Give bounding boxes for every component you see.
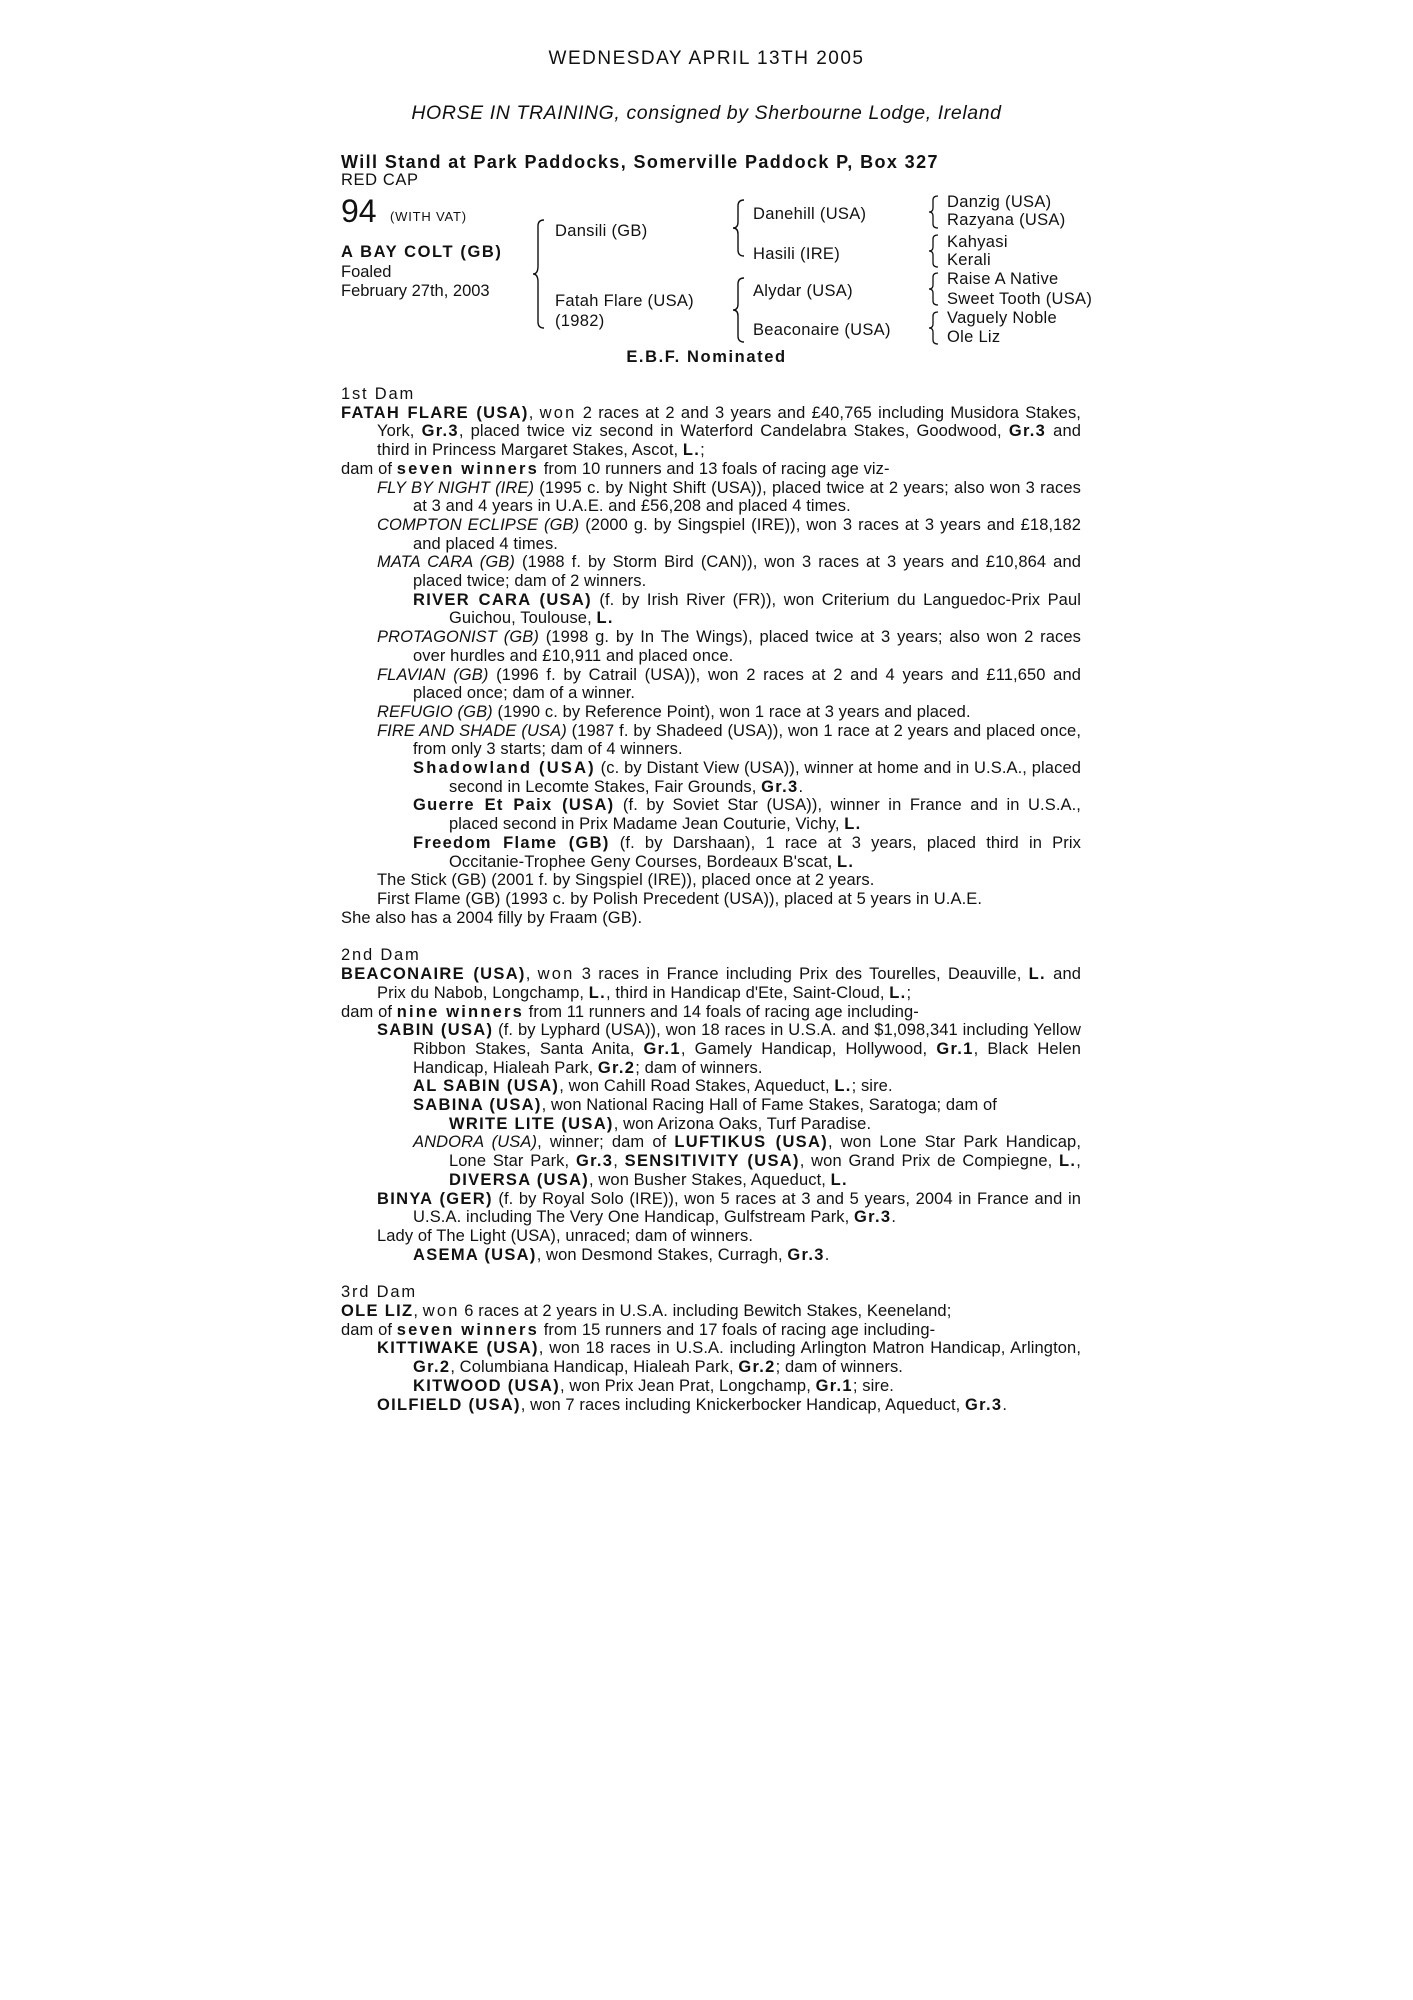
- grade: Gr.3: [965, 1395, 1003, 1414]
- text: ,: [613, 1152, 625, 1171]
- pedigree-ancestor-1: Danzig (USA): [947, 193, 1052, 211]
- third-dam-record: [341, 1302, 1081, 1321]
- text: , won Grand Prix de Compiegne,: [799, 1152, 1060, 1171]
- text: (f. by Soviet Star (USA)), winner in France and in U.S.A., placed second in Prix Madame Jean Couturie, Vichy,: [449, 796, 1081, 834]
- grade: L.: [830, 1170, 848, 1189]
- progeny-entry: [341, 591, 1081, 628]
- text: , Columbiana Handicap, Hialeah Park,: [450, 1358, 739, 1377]
- foaled-label: Foaled: [341, 263, 392, 281]
- text: ; dam of winners.: [635, 1058, 763, 1077]
- text: , won Busher Stakes, Aqueduct,: [589, 1170, 831, 1189]
- consignment-line: HORSE IN TRAINING, consigned by Sherbourne Lodge, Ireland: [411, 102, 1002, 124]
- pedigree-ancestor-6: Sweet Tooth (USA): [947, 290, 1093, 308]
- grade: L.: [889, 983, 907, 1002]
- text: , winner; dam of: [537, 1133, 675, 1152]
- text: , won 7 races including Knickerbocker Handicap, Aqueduct,: [520, 1395, 965, 1414]
- grade: Gr.3: [761, 777, 799, 796]
- pedigree-dam-sire: Alydar (USA): [753, 282, 853, 300]
- grade: L.: [834, 1077, 852, 1096]
- text: .: [798, 777, 804, 796]
- first-dam-note: She also has a 2004 filly by Fraam (GB).: [341, 908, 643, 927]
- text: , won Lone Star Park Handicap, Lone Star Park,: [449, 1133, 1082, 1171]
- text: 6 races at 2 years in U.S.A. including Bewitch Stakes, Keeneland;: [459, 1302, 952, 1321]
- grade: Gr.2: [413, 1358, 451, 1377]
- horse-name: MATA CARA (GB): [377, 553, 515, 572]
- text: from 11 runners and 14 foals of racing age including-: [524, 1002, 919, 1021]
- progeny-entry: [341, 1115, 1081, 1134]
- text: (1987 f. by Shadeed (USA)), won 1 race at 2 years and placed once, from only 3 starts; dam of 4 winners.: [413, 721, 1082, 759]
- first-dam-heading: 1st Dam: [341, 385, 416, 403]
- text: ;: [700, 441, 705, 460]
- text: , placed twice viz second in Waterford Candelabra Stakes, Goodwood,: [458, 422, 1009, 441]
- horse-name: REFUGIO (GB): [377, 702, 493, 721]
- grade: Gr.1: [643, 1039, 681, 1058]
- cap-colour: RED CAP: [341, 171, 419, 189]
- grade: Gr.3: [1008, 422, 1047, 441]
- horse-name: SABINA (USA): [413, 1096, 542, 1115]
- horse-name: FIRE AND SHADE (USA): [377, 721, 567, 740]
- grade: Gr.2: [738, 1358, 776, 1377]
- pedigree-ancestor-3: Kahyasi: [947, 233, 1008, 251]
- third-dam-produce-summary: [341, 1321, 1081, 1340]
- text: ,: [413, 1302, 423, 1321]
- progeny-entry: [341, 703, 1081, 722]
- progeny-entry: [341, 1377, 1081, 1396]
- text: , third in Handicap d'Ete, Saint-Cloud,: [606, 983, 890, 1002]
- text: ; sire.: [851, 1077, 893, 1096]
- pedigree-sire: Dansili (GB): [555, 222, 648, 240]
- winners-count: seven winners: [396, 1320, 540, 1339]
- text: dam of: [341, 1002, 397, 1021]
- progeny-entry: [341, 1096, 1081, 1115]
- pedigree-dam-dam: Beaconaire (USA): [753, 321, 891, 339]
- first-dam-produce-summary: [341, 460, 1081, 479]
- pedigree-brace-g1: [928, 194, 940, 230]
- text: (c. by Distant View (USA)), winner at home and in U.S.A., placed second in Lecomte Stakes, Fair Grounds,: [449, 759, 1081, 796]
- progeny-entry: First Flame (GB) (1993 c. by Polish Precedent (USA)), placed at 5 years in U.A.E.: [377, 889, 983, 908]
- progeny-entry: [341, 1339, 1081, 1376]
- text: .: [1002, 1395, 1007, 1414]
- progeny-entry: The Stick (GB) (2001 f. by Singspiel (IRE)), placed once at 2 years.: [377, 871, 875, 890]
- horse-name: KITTIWAKE (USA): [377, 1339, 539, 1358]
- horse-name: Shadowland (USA): [413, 759, 596, 778]
- second-dam-produce-summary: [341, 1003, 1081, 1022]
- lot-number: 94: [341, 193, 377, 229]
- pedigree-ancestor-7: Vaguely Noble: [947, 309, 1057, 327]
- text: dam of: [341, 1320, 397, 1339]
- grade: L.: [682, 441, 701, 460]
- grade: L.: [844, 815, 862, 834]
- sale-date: WEDNESDAY APRIL 13TH 2005: [548, 48, 865, 69]
- grade: Gr.3: [787, 1245, 825, 1264]
- third-dam-heading: 3rd Dam: [341, 1283, 417, 1302]
- horse-name: AL SABIN (USA): [413, 1077, 560, 1096]
- horse-name: BINYA (GER): [377, 1189, 493, 1208]
- progeny-entry: [341, 479, 1081, 516]
- text: ; sire.: [852, 1376, 894, 1395]
- pedigree-ancestor-5: Raise A Native: [947, 270, 1059, 288]
- winners-count: seven winners: [396, 459, 540, 478]
- text: (f. by Darshaan), 1 race at 3 years, placed third in Prix Occitanie-Trophee Geny Courses, Bordeaux B'scat,: [449, 833, 1081, 871]
- progeny-entry: [341, 1021, 1081, 1077]
- progeny-entry: [341, 553, 1081, 590]
- horse-name: ANDORA (USA): [413, 1133, 538, 1152]
- text: (f. by Royal Solo (IRE)), won 5 races at 3 and 5 years, 2004 in France and in U.S.A. including The Very One Handicap, Gulfstream Park,: [413, 1189, 1081, 1227]
- horse-name: PROTAGONIST (GB): [377, 628, 539, 647]
- text: (1995 c. by Night Shift (USA)), placed twice at 2 years; also won 3 races at 3 and 4 years in U.A.E. and £56,208 and placed 4 times.: [413, 478, 1081, 516]
- text: , Gamely Handicap, Hollywood,: [680, 1039, 937, 1058]
- text: 2 races at 2 and 3 years and £40,765 including Musidora Stakes, York,: [377, 403, 1081, 441]
- progeny-entry: [341, 516, 1081, 553]
- pedigree-brace-g2: [928, 233, 940, 269]
- pedigree-sire-dam: Hasili (IRE): [753, 245, 841, 263]
- grade: L.: [596, 609, 614, 628]
- text: , won Arizona Oaks, Turf Paradise.: [613, 1114, 872, 1133]
- progeny-entry: [341, 759, 1081, 796]
- vat-note: (WITH VAT): [390, 209, 467, 224]
- grade: L.: [1059, 1152, 1077, 1171]
- text: (f. by Lyphard (USA)), won 18 races in U.S.A. and $1,098,341 including Yellow Ribbon Stakes, Santa Anita,: [413, 1021, 1081, 1058]
- grade: L.: [1028, 965, 1046, 984]
- second-dam-record: [341, 965, 1081, 1002]
- text: (1996 f. by Catrail (USA)), won 2 races at 2 and 4 years and £11,650 and placed once; dam of a winner.: [413, 665, 1081, 703]
- grade: Gr.2: [597, 1058, 636, 1077]
- progeny-entry: [341, 628, 1081, 665]
- dam-name: FATAH FLARE (USA): [341, 403, 529, 422]
- pedigree-brace-dam: [732, 276, 748, 344]
- grade: L.: [588, 983, 606, 1002]
- text: ,: [1076, 1152, 1081, 1171]
- horse-name: SABIN (USA): [377, 1021, 494, 1040]
- progeny-entry: [341, 1133, 1081, 1189]
- progeny-entry: [341, 796, 1081, 833]
- horse-name: RIVER CARA (USA): [413, 590, 592, 609]
- grade: L.: [837, 852, 855, 871]
- text: from 15 runners and 17 foals of racing age including-: [539, 1320, 936, 1339]
- grade: Gr.1: [815, 1376, 853, 1395]
- text: .: [891, 1208, 897, 1227]
- grade: Gr.3: [575, 1152, 614, 1171]
- horse-name: ASEMA (USA): [413, 1245, 537, 1264]
- horse-name: Guerre Et Paix (USA): [413, 796, 615, 815]
- text: and Prix du Nabob, Longchamp,: [377, 965, 1082, 1002]
- foaled-date: February 27th, 2003: [341, 282, 490, 300]
- progeny-entry: [341, 666, 1081, 703]
- progeny-entry: [341, 722, 1081, 759]
- text: 3 races in France including Prix des Tourelles, Deauville,: [574, 965, 1029, 984]
- pedigree-ancestor-2: Razyana (USA): [947, 211, 1066, 229]
- second-dam-heading: 2nd Dam: [341, 946, 421, 965]
- pedigree-dam: Fatah Flare (USA): [555, 292, 694, 310]
- text: (2000 g. by Singspiel (IRE)), won 3 races at 3 years and £18,182 and placed 4 times.: [413, 515, 1081, 553]
- pedigree-brace-sire: [732, 198, 748, 258]
- horse-name: LUFTIKUS (USA): [674, 1133, 828, 1152]
- text: dam of: [341, 459, 397, 478]
- horse-name: Freedom Flame (GB): [413, 833, 610, 852]
- text: won: [539, 403, 577, 422]
- text: won: [537, 965, 575, 984]
- text: .: [824, 1245, 830, 1264]
- text: (1998 g. by In The Wings), placed twice at 3 years; also won 2 races over hurdles and £10,911 and placed once.: [413, 628, 1081, 665]
- text: , won Prix Jean Prat, Longchamp,: [560, 1376, 816, 1395]
- text: , won 18 races in U.S.A. including Arlington Matron Handicap, Arlington,: [538, 1339, 1082, 1358]
- pedigree-sire-sire: Danehill (USA): [753, 205, 867, 223]
- grade: Gr.3: [421, 422, 459, 441]
- horse-name: WRITE LITE (USA): [449, 1114, 614, 1133]
- horse-name: COMPTON ECLIPSE (GB): [377, 515, 580, 534]
- text: , won National Racing Hall of Fame Stakes, Saratoga; dam of: [541, 1096, 997, 1115]
- pedigree-brace-g3: [928, 271, 940, 307]
- horse-name: FLAVIAN (GB): [377, 665, 489, 684]
- progeny-entry: [341, 834, 1081, 871]
- text: (1990 c. by Reference Point), won 1 race at 3 years and placed.: [492, 702, 971, 721]
- text: ,: [525, 965, 538, 984]
- dam-name: OLE LIZ: [341, 1302, 414, 1321]
- pedigree-ancestor-8: Ole Liz: [947, 328, 1001, 346]
- lot-description: A BAY COLT (GB): [341, 243, 503, 261]
- grade: Gr.1: [936, 1039, 974, 1058]
- progeny-entry: [341, 1396, 1081, 1415]
- winners-count: nine winners: [396, 1002, 524, 1021]
- grade: Gr.3: [854, 1208, 892, 1227]
- text: (f. by Irish River (FR)), won Criterium du Languedoc-Prix Paul Guichou, Toulouse,: [449, 590, 1081, 628]
- text: , won Cahill Road Stakes, Aqueduct,: [559, 1077, 835, 1096]
- text: , won Desmond Stakes, Curragh,: [536, 1245, 788, 1264]
- horse-name: OILFIELD (USA): [377, 1395, 521, 1414]
- pedigree-dam-year: (1982): [555, 312, 605, 330]
- text: and third in Princess Margaret Stakes, Ascot,: [377, 422, 1082, 460]
- progeny-entry: Lady of The Light (USA), unraced; dam of winners.: [377, 1226, 754, 1245]
- text: , Black Helen Handicap, Hialeah Park,: [413, 1039, 1081, 1077]
- progeny-entry: [341, 1077, 1081, 1096]
- first-dam-record: [341, 404, 1081, 460]
- pedigree-brace-main: [532, 218, 548, 330]
- progeny-entry: [341, 1246, 1081, 1265]
- horse-name: FLY BY NIGHT (IRE): [377, 478, 535, 497]
- text: ,: [528, 403, 540, 422]
- text: (1988 f. by Storm Bird (CAN)), won 3 races at 3 years and £10,864 and placed twice; dam of 2 winners.: [413, 553, 1082, 591]
- text: won: [422, 1302, 460, 1321]
- ebf-nomination: E.B.F. Nominated: [626, 348, 787, 366]
- pedigree-brace-g4: [928, 310, 940, 346]
- pedigree-ancestor-4: Kerali: [947, 251, 991, 269]
- horse-name: KITWOOD (USA): [413, 1376, 561, 1395]
- progeny-entry: [341, 1190, 1081, 1227]
- stand-location: Will Stand at Park Paddocks, Somerville Paddock P, Box 327: [341, 152, 939, 172]
- horse-name: DIVERSA (USA): [449, 1170, 590, 1189]
- text: ; dam of winners.: [775, 1358, 903, 1377]
- horse-name: SENSITIVITY (USA): [624, 1152, 800, 1171]
- catalogue-body: [341, 385, 1081, 1414]
- text: from 10 runners and 13 foals of racing age viz-: [539, 459, 890, 478]
- text: ;: [906, 983, 912, 1002]
- dam-name: BEACONAIRE (USA): [341, 965, 526, 984]
